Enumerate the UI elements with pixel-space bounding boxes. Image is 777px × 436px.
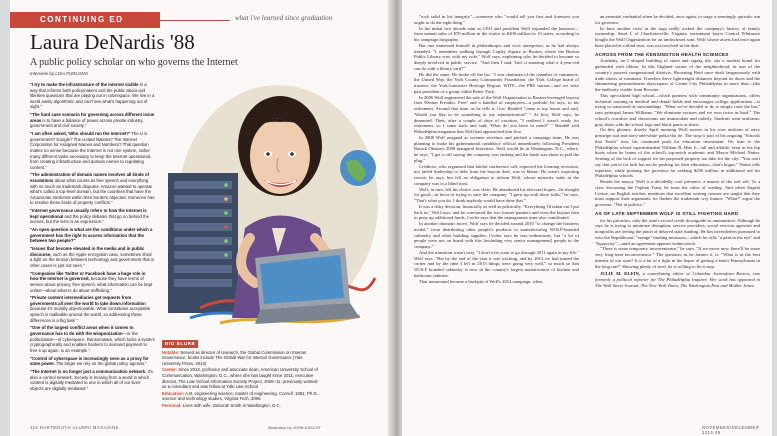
body-paragraph: He did the same. He broke off the list: "I was chairman of the chamber of commerce, the United Way, the York County Community Foundation, the York College board of trustees, the York-Lancaster Heritage Region, WITF—the PBS station—and we were past president of a group called Better York. xyxy=(414,71,579,94)
factbox-title: BIO BLURB xyxy=(162,340,198,348)
left-page xyxy=(10,0,390,436)
body-paragraph: Beside the mayor, Wolf is a decidedly cool presence, a master of the soft sell. To a class discussing the Orphan Train, he touts the value of reading. And when Angela Levine, an English teacher, mentions that excellent writing courses are taught that they must support their arguments, he flashes the trademark wry humor: "What?" argue the governor. "Not in politics." xyxy=(595,179,760,207)
body-paragraph: Creditors, who organized that fateful conference call, expected the looming recession, not failed leadership or debt from the buyout deal, was to blame. He wasn't expecting rescue, he says, but felt an obligation to inform Wolf, whose minority stake in the company was in a blind trust. xyxy=(414,163,579,186)
quote-paragraph: "Companies like Twitter or Facebook have a huge role in how the Internet is governed, because they have terms of service about privacy, free speech, what information can be kept online—about what to do about trafficking." xyxy=(30,270,153,293)
body-paragraph: Wolf, in turn, felt his choice was clear: He abandoned his electoral hopes—he thought for good—in favor of trying to save the company. "I grew up with those folks," he says. "That's what you do. I think anybody would have done that." xyxy=(414,186,579,203)
header-rule xyxy=(140,20,230,21)
quote-paragraph: "I am often asked, 'Who should run the Internet?' The U.S. government? Google? The United Nations? The Internet Corporation for Assigned Names and Numbers? That question makes no sense because the Internet is not one system, rather many different tasks necessary to keep the Internet operational, from creating infrastructure and domain names to regulating content." xyxy=(30,131,152,170)
quote-paragraph: "The Internet is no longer just a communication network. It's also a control network. Society is moving from a world in which content is digitally mediated to one in which all of our lives' objects are digitally mediated." xyxy=(30,368,153,391)
quotes-column xyxy=(30,82,155,394)
byline: Interview by LISA FURLONG xyxy=(30,71,89,76)
body-paragraph: In 2006 Wolf engineered the sale of the Wolf Organization to Boston-leveraged buyout firm Weston Presidio. Free! and a handful of employees—a prelude, he says, to his retirement. Around that time, as he tells it, Gov. Rendell "came to my house and said, 'Would you like to do something in my administration?' " At first, Wolf says, he demurred. Then, after a couple of days of vacation, "I realized I wasn't ready for retirement, so I came back and said, 'What do you have in mind?' " Rendell told Philadelphia magazine that Wolf had approached him first. xyxy=(414,94,579,134)
factbox-item: Education: A.B. engineering science, master of engineering, Cornell, 1991; Ph.D., science and technology studies, Virginia Tech, 2006 xyxy=(162,390,319,402)
left-folio: 116 DARTMOUTH ALUMNI MAGAZINE xyxy=(30,425,119,430)
body-paragraph: In June another twist in the saga really rocked the company's history of family ownership: Sand J. of Charlottesville, Virginia, investment buyer Central Whitmore bought the Wolf Organization for an undisclosed sum. Wolf whose assets had once again been placed in a blind trust, was not involved in the deal. xyxy=(595,25,760,48)
body-paragraph: an essential credential when he decided, once again, to stage a seemingly quixotic run for governor. xyxy=(595,14,760,25)
body-column-1 xyxy=(414,14,579,284)
quote-paragraph: "The administration of domain names involves all kinds of escalations about what counts as free speech and everything with so much as trademark disputes. Amazon wanted to operate what's called a top-level domain, but the countries that have the Amazonian rainforest within their borders objected. Someone has to resolve these kinds of property conflicts." xyxy=(30,172,155,206)
section-heading: AS OF LATE SEPTEMBER WOLF IS STILL FIGHTING HARD xyxy=(595,210,739,216)
body-paragraph: "rock solid in his integrity"—someone who "would tell you first and foremost you ought to do the right thing." xyxy=(414,14,579,25)
section-tagline: what i've learned since graduation xyxy=(235,14,333,22)
body-paragraph: But one immersed himself in philanthropic and civic enterprises, as he had always intended. "I remember walking through Copley Square in Boston, where the Boston Public Library was, with my wife," Wolf says, explaining why he decided to become so deeply involved in public service. "And then I said, 'Isn't it amazing what a 4-year-old can do with a library card?'" xyxy=(414,42,579,71)
body-paragraph: In another dramatic move, Wolf says he decided around 2010 "to change the business model," from distributing other people's products to manufacturing WOLF-branded cabinetry and other building supplies. Cooler says he was enthusiastic, but "a lot of people were not on board with this [including very senior management] people in the company." xyxy=(414,221,579,249)
right-folio: NOVEMBER/DECEMBER 2015 49 xyxy=(702,425,760,435)
quote-paragraph: "Private content intermediaries get requests from governments all over the world to take down information because it's morally objectionable. What constitutes acceptable speech is malleable around the world, so addressing these differences is a big task." xyxy=(30,295,151,323)
body-paragraph: This specialized high school—which partners with community organizations, offers technical training in medical and dental fields and encourages college applications—is trying to transcend its surroundings. "What we've decided to do is simply raise the bar," says principal James Williams. "We eliminate excuses and we own twice as hard." The school's corridors and classrooms are immaculate and orderly. Students wear uniforms: gray shirts with the school logo and black pants or skirts. xyxy=(595,92,760,127)
body-paragraph: "There is some temporary inconvenience," he says. "If we move now, there'll be some very long-term inconvenience." The question, as he frames it, is: "What is in the best interest of our state? Is it a bit of a fight in the hopes of getting a better Pennsylvania in the long run?" Showing plenty of steel, he is willing to let it stop. xyxy=(595,246,760,269)
quote-paragraph: "Internet governance usually refers to how the Internet is kept operational and the policy debates that go on behind the scenes, but the term is an expression." xyxy=(30,208,149,225)
body-paragraph: for his priorities, only the state's record credit downgrade as ammunition. Although he says he is trying to minimize disruption, service providers, social services agencies and nonprofits are feeling the pinch of delayed state funding. He has nevertheless promised to veto the Republicans' "orange" funding measures—which he calls "a pain in the eye" and "hypocrisy"—until an agreement appears within reach. xyxy=(595,217,760,246)
illustration-credit: Illustration by JOHN KASCHT xyxy=(268,425,321,430)
quote-paragraph: "The hard case scenario for governing across different issue areas is to have a balance of power across private industry, government and civil society." xyxy=(30,112,155,129)
bio-factbox xyxy=(162,340,322,410)
right-page xyxy=(402,0,772,436)
section-banner: CONTINUING ED xyxy=(10,12,160,28)
caricature-illustration xyxy=(160,78,385,333)
magazine-spread xyxy=(10,0,772,436)
factbox-item: Personal: Lives with wife, Deborah Smith in Washington, D.C. xyxy=(162,402,281,408)
quote-paragraph: "I try to make the infrastructure of the internet visible in a way that informs both policymakers and the public about civil liberties questions that are playing out in cyberspace. We live in a world easily algorithmic and can't see what's happening out of sight." xyxy=(30,82,155,110)
quote-paragraph: "Issues that become elevated in the media and in public discourse, such as the Apple encryption case, sometimes shed a light on the tension between technology and government that in other cases is just not seen." xyxy=(30,246,155,268)
body-paragraph: Academy, an L-shaped building of stone and zigzag tile, sits a modest brand for garlanded with ribbon. In this blighted corner of the neighborhood, in one of the country's poorest congressional districts, Browning Reid once dealt languorously with trade shows of comment. Travelers drive lightweight distances beyond its doors and the shimmering postmodernist skyscrapers of Center City Philadelphia in more than—like the endlessly visible from Browne. xyxy=(595,58,760,92)
factbox-item: Career: Since 2013, professor and associate dean, American University School of Communication, Washington, D.C., where she has taught since 2011; executive director, The Law School Information Society Project, 2008–11; previously worked as a consultant and was fellow at Yale Law School xyxy=(162,367,318,390)
body-paragraph: In his initial two decade stint as CEO and president Wolf expanded the business—from annual sales of $70 million in the sixties to $200 million in 13 states, according to his campaign biography. xyxy=(414,25,579,42)
body-column-2 xyxy=(595,14,760,289)
quote-paragraph: "Control of cyberspace is increasingly seen as a proxy for state power. The larger we rely on the global policy agenda." xyxy=(30,355,149,367)
quote-paragraph: "An open question is what are the conditions under which a government has the right to access information that the between two people?" xyxy=(30,227,153,244)
body-paragraph: That turnaround became a linchpin of Wolf's 2014 campaign, when xyxy=(419,278,543,284)
body-paragraph: In 2008 Wolf resigned as revenue secretary and pitched a campaign team. He was planning to make his gubernatorial candidacy official immediately following President Barack Obama's 2008 inaugural festivities. Wolf would be in Washington, D.C., where, he says, "I got a call saying the company was tanking and the bank was about to pull the plug." xyxy=(414,134,579,163)
author-note: JULIE M. KLEIN, a contributing editor at Columbia Journalism Review, was formerly a political reporter for The Philadelphia Inquirer. Her work has appeared in The Wall Street Journal, The New York Times, The Washington Post and Mother Jones. xyxy=(595,271,760,288)
article-title: Laura DeNardis '88 xyxy=(30,30,195,54)
body-paragraph: And the transition wasn't easy. "I don't ever want to go through 2011 again in my life," Wolf says. "But by the end of the year it was working, and by 2012 we had turned the corner and by the time I left in 2013 things were going very well," so much so that WOLF branded cabinetry is now in the country's largest manufacturer of kitchen and bathroom cabinets. xyxy=(414,249,579,278)
section-heading: ACROSS FROM THE KENSINGTON HEALTH SCIENCES xyxy=(595,51,729,57)
body-paragraph: It was a risky decision, financially as well as politically. "Everything I'd taken out I put back in," Wolf says, and he convinced the two former partners and even the buyout firm to pony up additional funds. Cooler says that the management team also contributed. xyxy=(414,203,579,221)
server-rack-graphic xyxy=(168,173,238,313)
body-paragraph: On this gloomy, drizzly April morning Wolf arrives in his own uniform of navy pinstripe suit and navy-and-white polka-dot tie. The stop is part of his ongoing "Schools that Teach" tour, his continued push for education investment. On loan to the Philadelphia school superintendent William R. Hite Jr., tall and affable, even in his hip boots when he learns of the school's top-notch academic and Mayor Michael Nutter. Sensing of the lack of support for his proposed property tax hike for the city. "You can't say that you're for kids but not be pushing for their education—that's bogus." Nutter tells reporters, while praising the governor for seeking $256 million in additional aid for Philadelphia schools. xyxy=(595,127,760,179)
quote-paragraph: "One of the largest conflict areas when it comes to governance has to do with the weaponization—or the politicization—of cyberspace. Ransomware, which locks a system cryptographically and enables hackers to demand payment to free it up again, is an example." xyxy=(30,325,155,353)
article-subtitle: A public policy scholar on who governs the Internet xyxy=(30,57,238,68)
laptop-graphic xyxy=(255,248,360,324)
factbox-item: Notable: Served as director of research, the Global Commission on Internet Governance; books include The Global War for Internet Governance (Yale University Press, 2014) xyxy=(162,349,307,366)
